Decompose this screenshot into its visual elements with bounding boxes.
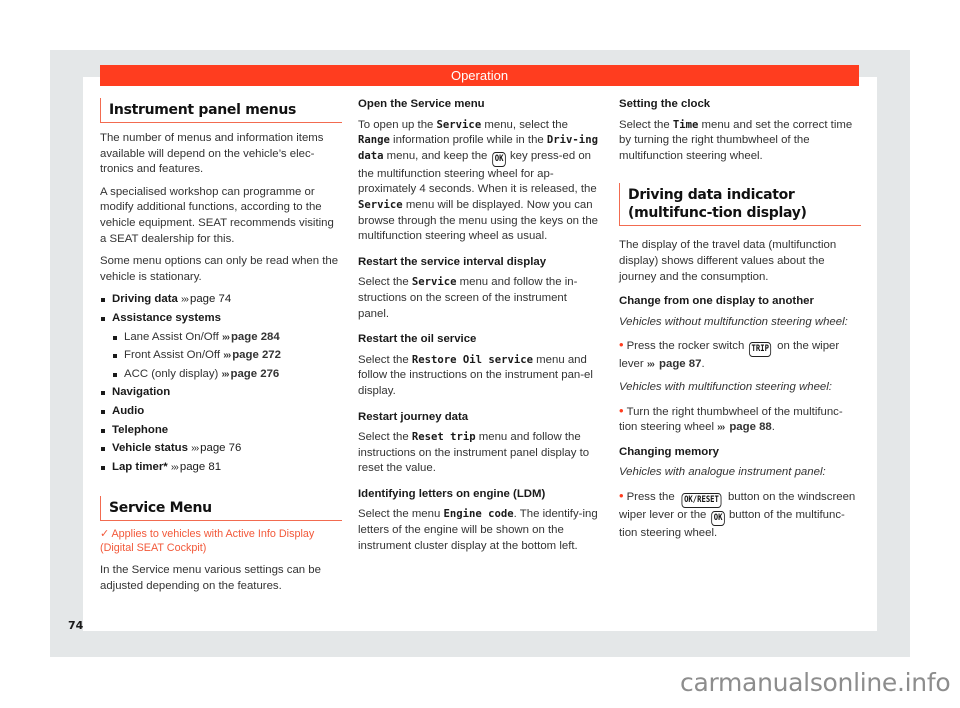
paragraph: A specialised workshop can programme or modify additional functions, according to the vehicle equipment. SEAT recommends visiting a SEAT dealership for this. xyxy=(100,185,334,245)
menu-subitem-front-assist: Front Assist On/Off ››› page 272 xyxy=(112,348,342,364)
column-3 xyxy=(619,97,861,549)
page-link[interactable]: page 81 xyxy=(179,460,222,473)
heading-instrument-panel-menus: Instrument panel menus xyxy=(100,98,342,123)
page-link[interactable]: page 272 xyxy=(232,349,281,362)
bullet-item: • Press the rocker switch TRIP on the wiper lever ››› page 87. xyxy=(619,337,840,371)
page-link[interactable]: page 284 xyxy=(230,330,280,343)
subheading-restart-oil: Restart the oil service xyxy=(358,333,477,346)
xref-arrow-icon: ››› xyxy=(221,368,229,380)
subheading-changing-memory: Changing memory xyxy=(619,445,719,458)
subheading-restart-interval: Restart the service interval display xyxy=(358,255,547,268)
trip-key-icon: TRIP xyxy=(749,342,772,357)
watermark: carmanualsonline.info xyxy=(680,668,951,697)
subheading-setting-clock: Setting the clock xyxy=(619,98,711,110)
paragraph: To open up the Service menu, select the Range information profile while in the Driv-ing data menu, and keep the OK key press-ed on the multifunction steering wheel for ap-proximately 4 seconds. When it is released, the Service menu will be displayed. Now you can browse through the menu using the keys on the multifunction steering wheel as usual. xyxy=(358,118,598,243)
page-link[interactable]: page 87 xyxy=(659,358,702,371)
subheading-engine-letters: Identifying letters on engine (LDM) xyxy=(358,487,546,500)
menu-item-lap-timer: Lap timer* ››› page 81 xyxy=(100,460,342,476)
xref-arrow-icon: ››› xyxy=(181,294,188,306)
menu-code: Service xyxy=(436,118,482,131)
menu-item-navigation: Navigation xyxy=(100,385,342,401)
page-link[interactable]: page 276 xyxy=(230,367,280,380)
menu-code: Reset trip xyxy=(411,431,476,444)
ok-reset-key-icon: OK/RESET xyxy=(681,493,721,508)
xref-arrow-icon: ››› xyxy=(646,359,654,371)
page-link[interactable]: page 88 xyxy=(729,421,772,434)
menu-code: Range xyxy=(358,134,390,147)
section-banner: Operation xyxy=(100,65,859,86)
paragraph: Select the menu Engine code. The identify-ing letters of the engine will be shown on the instrument cluster display at the bottom left. xyxy=(358,508,598,552)
checkmark-icon: ✓ xyxy=(100,528,110,541)
paragraph: Select the Time menu and set the correct time by turning the right thumbwheel of the multifunction steering wheel. xyxy=(619,118,853,162)
xref-arrow-icon: ››› xyxy=(170,461,178,473)
condition-label: Vehicles with multifunction steering wheel: xyxy=(619,380,832,393)
xref-arrow-icon: ››› xyxy=(223,350,231,362)
ok-key-icon: OK xyxy=(711,511,725,526)
paragraph: In the Service menu various settings can be adjusted depending on the features. xyxy=(100,564,321,592)
paragraph: The number of menus and information items available will depend on the vehicle’s elec-tronics and features. xyxy=(100,132,324,176)
xref-arrow-icon: ››› xyxy=(221,331,229,343)
page-link[interactable]: page 76 xyxy=(200,442,242,455)
subheading-open-service: Open the Service menu xyxy=(358,98,485,110)
menu-code: Driv-ing data xyxy=(358,134,598,162)
paragraph: Select the Reset trip menu and follow the instructions on the instrument panel display to reset the value. xyxy=(358,431,590,475)
menu-code: Engine code xyxy=(443,508,514,521)
bullet-item: • Press the OK/RESET button on the windscreen wiper lever or the OK button of the multifunc-tion steering wheel. xyxy=(619,487,856,539)
menu-subitem-acc: ACC (only display) ››› page 276 xyxy=(112,367,342,383)
paragraph: Some menu options can only be read when the vehicle is stationary. xyxy=(100,255,339,283)
menu-code: Service xyxy=(411,276,457,289)
menu-code: Time xyxy=(672,118,699,131)
bullet-icon: • xyxy=(619,337,624,353)
applies-note: ✓ Applies to vehicles with Active Info Display (Digital SEAT Cockpit) xyxy=(100,528,315,555)
condition-label: Vehicles with analogue instrument panel: xyxy=(619,466,826,479)
menu-list xyxy=(100,292,342,475)
menu-subitem-lane-assist: Lane Assist On/Off ››› page 284 xyxy=(112,330,342,346)
heading-driving-data-indicator: Driving data indicator (multifunc-tion display) xyxy=(619,183,861,226)
xref-arrow-icon: ››› xyxy=(717,422,725,434)
subheading-restart-journey: Restart journey data xyxy=(358,410,469,423)
page-link[interactable]: page 74 xyxy=(190,293,232,306)
page-number: 74 xyxy=(68,619,84,632)
condition-label: Vehicles without multifunction steering wheel: xyxy=(619,315,848,328)
ok-key-icon: OK xyxy=(492,152,506,167)
menu-item-telephone: Telephone xyxy=(100,423,342,439)
bullet-icon: • xyxy=(619,402,624,418)
menu-item-vehicle-status: Vehicle status ››› page 76 xyxy=(100,441,342,457)
paragraph: Select the Service menu and follow the in-structions on the screen of the instrument panel. xyxy=(358,276,578,320)
paragraph: Select the Restore Oil service menu and follow the instructions on the instrument pan-el display. xyxy=(358,353,593,397)
bullet-item: • Turn the right thumbwheel of the multifunc-tion steering wheel ››› page 88. xyxy=(619,402,843,434)
heading-service-menu: Service Menu xyxy=(100,496,342,521)
column-1 xyxy=(100,95,342,601)
xref-arrow-icon: ››› xyxy=(191,443,199,455)
menu-item-audio: Audio xyxy=(100,404,342,420)
menu-item-driving-data: Driving data ››› page 74 xyxy=(100,292,342,308)
menu-code: Restore Oil service xyxy=(411,353,534,366)
bullet-icon: • xyxy=(619,487,624,503)
subheading-change-display: Change from one display to another xyxy=(619,295,814,308)
column-2 xyxy=(358,97,600,561)
paragraph: The display of the travel data (multifunction display) shows different values about the journey and the consumption. xyxy=(619,239,837,283)
menu-code: Service xyxy=(358,198,403,211)
menu-item-assistance-systems: Assistance systems xyxy=(100,311,342,327)
